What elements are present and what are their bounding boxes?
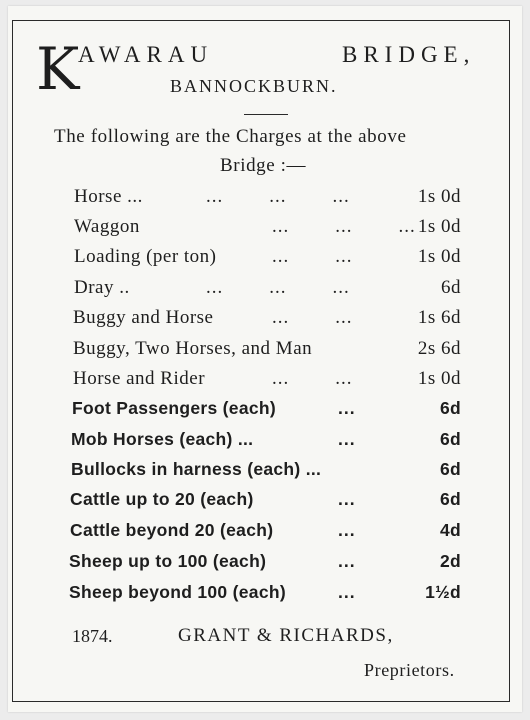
charge-price: 1s 6d — [417, 307, 461, 328]
charge-row — [0, 489, 530, 517]
intro-line-2: Bridge :— — [220, 155, 307, 176]
title-word-bridge: BRIDGE, — [342, 42, 476, 67]
charge-price: 4d — [439, 520, 461, 540]
charge-leader-dots: ... ... ... — [272, 216, 416, 237]
proprietors-name: GRANT & RICHARDS, — [178, 625, 394, 646]
charge-row — [0, 186, 530, 214]
charge-row — [0, 459, 530, 487]
charge-label: Bullocks in harness (each) ... — [71, 459, 322, 479]
charge-price: 6d — [439, 398, 461, 418]
charge-leader-dots: ... ... — [272, 368, 353, 389]
charge-price: 1s 0d — [417, 186, 461, 207]
charge-price: 1s 0d — [417, 216, 461, 237]
charge-leader-dots: ... — [338, 551, 356, 571]
charge-label: Buggy, Two Horses, and Man — [73, 338, 313, 359]
charge-price: 6d — [439, 459, 461, 479]
charge-leader-dots: ... — [338, 398, 356, 418]
charge-row — [0, 216, 530, 244]
charge-row — [0, 429, 530, 457]
title-initial: K — [36, 35, 80, 103]
charge-leader-dots: ... ... — [272, 246, 353, 267]
charge-price: 1½d — [425, 582, 461, 602]
title-divider — [244, 114, 288, 115]
charge-label: Sheep up to 100 (each) — [69, 551, 267, 571]
charge-label: Sheep beyond 100 (each) — [69, 582, 286, 602]
charge-row — [0, 398, 530, 426]
charge-leader-dots: ... — [338, 489, 356, 509]
charge-row — [0, 520, 530, 548]
charge-row — [0, 368, 530, 396]
charge-row — [0, 551, 530, 579]
charge-leader-dots: ... ... — [272, 307, 353, 328]
charge-label: Cattle up to 20 (each) — [70, 489, 254, 509]
charge-price: 6d — [439, 429, 461, 449]
charge-price: 6d — [439, 489, 461, 509]
proprietors-label: Preprietors. — [364, 660, 455, 680]
charge-label: Cattle beyond 20 (each) — [70, 520, 274, 540]
charge-label: Waggon — [74, 216, 140, 237]
charge-label: Buggy and Horse — [73, 307, 214, 328]
intro-line-1: The following are the Charges at the above — [54, 126, 407, 147]
charge-label: Foot Passengers (each) — [72, 398, 277, 418]
charge-row — [0, 338, 530, 366]
charge-leader-dots: ... ... ... — [206, 186, 350, 207]
charge-price: 2s 6d — [417, 338, 461, 359]
charge-row — [0, 582, 530, 610]
title-word-kawarau: AWARAU — [78, 42, 214, 67]
charge-price: 2d — [439, 551, 461, 571]
charge-label: Horse ... — [74, 186, 143, 207]
footer-year: 1874. — [72, 626, 113, 646]
notice-subtitle: BANNOCKBURN. — [170, 76, 338, 96]
charge-label: Loading (per ton) — [74, 246, 217, 267]
charge-label: Dray .. — [74, 277, 130, 298]
charge-row — [0, 307, 530, 335]
charge-leader-dots: ... — [338, 429, 356, 449]
charge-leader-dots: ... ... ... — [206, 277, 350, 298]
charge-price: 1s 0d — [417, 246, 461, 267]
charge-label: Mob Horses (each) ... — [71, 429, 254, 449]
charge-price: 1s 0d — [417, 368, 461, 389]
charge-leader-dots: ... — [338, 582, 356, 602]
charge-leader-dots: ... — [338, 520, 356, 540]
charge-label: Horse and Rider — [73, 368, 206, 389]
charge-row — [0, 246, 530, 274]
charge-row — [0, 277, 530, 305]
charge-price: 6d — [441, 277, 461, 298]
